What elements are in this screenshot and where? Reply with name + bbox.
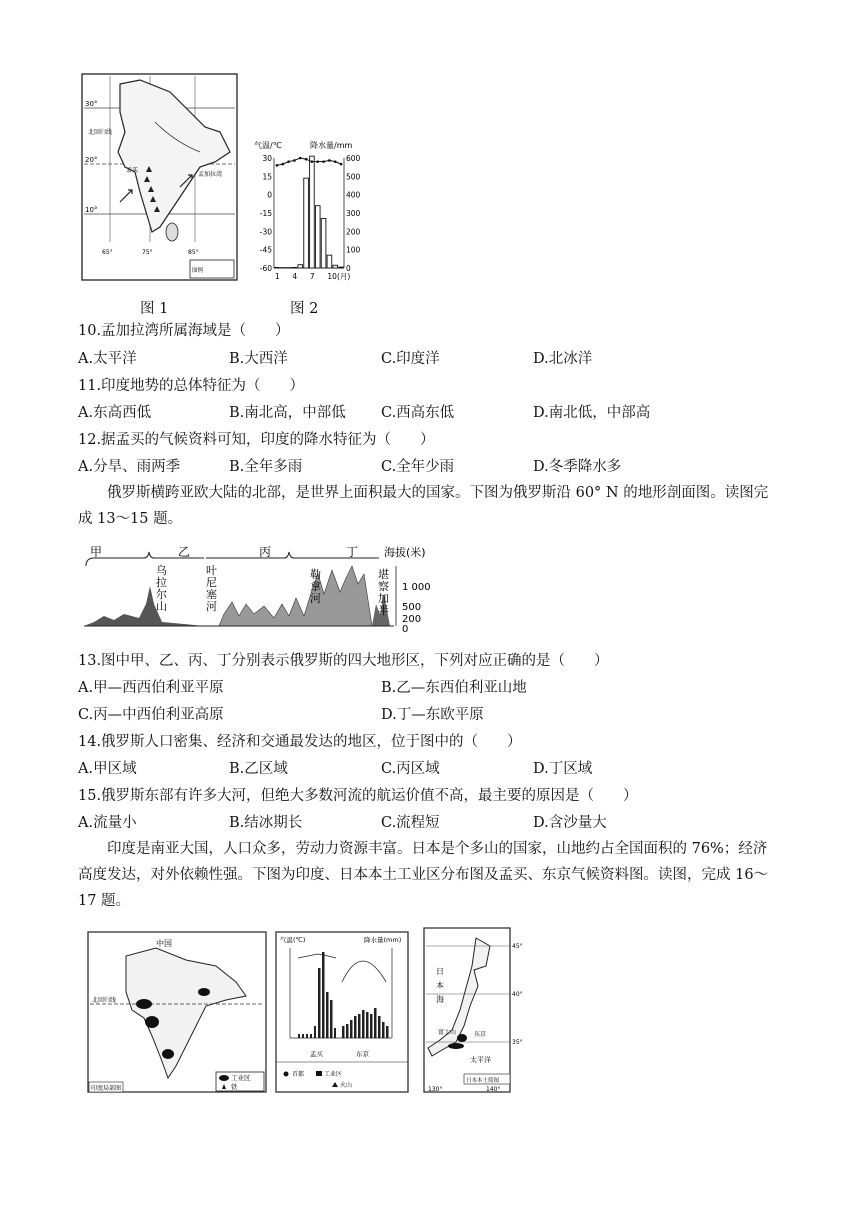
q15-option-d[interactable]: D.含沙量大: [533, 815, 607, 831]
question-13-stem: 13.图中甲、乙、丙、丁分别表示俄罗斯的四大地形区，下列对应正确的是（ ）: [78, 653, 609, 669]
lat-45-label: 45°: [512, 943, 523, 950]
region-yi: 乙: [178, 545, 191, 559]
fig2-temp-point: [287, 160, 290, 163]
altitude-axis-title: 海拔(米): [384, 546, 426, 559]
fig2-precip-bar: [310, 156, 315, 268]
pacific-label: 太平洋: [470, 1056, 491, 1064]
lat-35-label: 35°: [512, 1039, 523, 1046]
question-12-stem: 12.据孟买的气候资料可知，印度的降水特征为（ ）: [78, 432, 435, 448]
tick-500: 500: [402, 602, 422, 613]
fuji-label: 富士山: [438, 1029, 457, 1036]
bottom-precip-title: 降水量(mm): [364, 936, 402, 944]
lat-10-label: 10°: [85, 206, 98, 214]
fig2-temperature-line: [277, 158, 341, 165]
figure-2-climate-chart: [252, 140, 368, 282]
india-japan-intro-paragraph: 印度是南亚大国，人口众多，劳动力资源丰富。日本是个多山的国家，山地约占全国面积的 76%；经济高度发达，对外依赖性强。下图为印度、日本本土工业区分布图及孟买、东京气候资料图。读图，完成 16～17 题。: [78, 841, 769, 909]
fig2-left-tick: -60: [259, 264, 272, 273]
fig2-temp-point: [293, 159, 296, 162]
fig2-precip-bar: [298, 265, 303, 268]
question-10-stem: 10.孟加拉湾所属海域是（ ）: [78, 323, 290, 339]
tropic-label: 北回归线: [88, 129, 113, 136]
fig2-temp-point: [316, 160, 319, 163]
lat-30-label: 30°: [85, 100, 98, 108]
legend-capital-label: 首都: [292, 1071, 305, 1078]
fig2-x-tick: 4: [292, 272, 298, 281]
fig2-right-tick: 600: [346, 154, 361, 163]
fig2-precip-bar: [315, 206, 320, 268]
lon-140-label: 140°: [486, 1086, 501, 1093]
fig2-right-tick: 400: [346, 190, 361, 200]
q11-option-c[interactable]: C.西高东低: [381, 405, 455, 421]
yenisei-label: 叶尼塞河: [206, 564, 217, 613]
india-tropic-label: 北回归线: [92, 997, 117, 1004]
fig2-temp-point: [299, 157, 302, 160]
lon-85-label: 85°: [188, 249, 199, 256]
fig2-left-tick: 30: [262, 154, 272, 163]
q15-option-b[interactable]: B.结冰期长: [229, 815, 303, 831]
lena-label: 勒拿河: [310, 568, 321, 605]
fig2-left-tick: 15: [262, 172, 272, 182]
fig2-precip-bar: [275, 267, 280, 268]
legend-iron-label: 铁: [231, 1083, 238, 1091]
lat-20-label: 20°: [85, 156, 98, 164]
q14-option-b[interactable]: B.乙区域: [229, 761, 288, 777]
region-ding: 丁: [346, 545, 359, 559]
q13-option-b[interactable]: B.乙—东西伯利亚山地: [381, 680, 527, 696]
fig2-right-tick: 0: [346, 264, 351, 273]
fig2-precip-bar: [292, 267, 297, 268]
precip-axis-title: 降水量/mm: [310, 141, 353, 150]
fig2-precip-bar: [327, 255, 332, 268]
tick-200: 200: [402, 614, 422, 625]
question-15-stem: 15.俄罗斯东部有许多大河，但绝大多数河流的航运价值不高，最主要的原因是（ ）: [78, 788, 638, 804]
tick-1000: 1 000: [402, 582, 431, 593]
fig2-left-tick: -45: [259, 245, 272, 255]
q14-option-c[interactable]: C.丙区域: [381, 761, 440, 777]
legend-industry-label: 工业区: [231, 1074, 251, 1082]
fig2-temp-point: [334, 160, 337, 163]
industry-zone-2: [145, 1016, 159, 1028]
fig2-x-tick: 1: [274, 272, 280, 281]
fig1-legend-label: 图例: [192, 268, 204, 274]
russia-terrain-profile: [84, 544, 440, 634]
fig2-temp-point: [276, 164, 279, 167]
q11-option-a[interactable]: A.东高西低: [78, 405, 152, 421]
lon-75-label: 75°: [142, 249, 153, 256]
fig2-right-tick: 200: [346, 227, 361, 237]
figure-1-caption: 图 1: [140, 301, 169, 317]
mumbai-label: 孟买: [126, 167, 139, 174]
lon-65-label: 65°: [102, 249, 113, 256]
fig2-precip-bar: [304, 178, 309, 268]
q12-option-d[interactable]: D.冬季降水多: [533, 459, 622, 475]
legend-volcano-label: 火山: [340, 1082, 353, 1089]
question-14-stem: 14.俄罗斯人口密集、经济和交通最发达的地区，位于图中的（ ）: [78, 734, 522, 750]
fig2-temp-point: [340, 163, 343, 166]
q10-option-b[interactable]: B.大西洋: [229, 351, 288, 367]
fig2-precip-bar: [333, 265, 338, 268]
bottom-temp-title: 气温(℃): [280, 936, 306, 944]
q15-option-a[interactable]: A.流量小: [78, 815, 137, 831]
region-jia: 甲: [90, 545, 103, 559]
fig2-precip-bar: [321, 219, 326, 269]
fig2-left-tick: -30: [259, 227, 272, 237]
q13-option-d[interactable]: D.丁—东欧平原: [381, 707, 484, 723]
fig2-left-tick: -15: [259, 209, 272, 218]
q13-option-a[interactable]: A.甲—西西伯利亚平原: [78, 680, 224, 696]
climate-chart-panel: [276, 932, 408, 1092]
q11-option-d[interactable]: D.南北低，中部高: [533, 405, 651, 421]
temp-axis-title: 气温/℃: [254, 141, 282, 150]
tokyo-map-label: 东京: [474, 1031, 487, 1038]
fig2-right-tick: 100: [346, 245, 361, 255]
fig2-temp-point: [311, 160, 314, 163]
bottom-tokyo-label: 东京: [356, 1050, 369, 1058]
q10-option-a[interactable]: A.太平洋: [78, 351, 137, 367]
q10-option-d[interactable]: D.北冰洋: [533, 351, 593, 367]
fig2-temp-point: [305, 158, 308, 161]
q13-option-c[interactable]: C.丙—中西伯利亚高原: [78, 707, 224, 723]
industry-zone-4: [162, 1049, 174, 1059]
india-japan-composite-figure: [86, 926, 526, 1096]
q15-option-c[interactable]: C.流程短: [381, 815, 440, 831]
q12-option-a[interactable]: A.分旱、雨两季: [78, 459, 181, 475]
japan-map-title: 日本本土简图: [466, 1078, 500, 1084]
industry-zone-1: [136, 999, 152, 1009]
q12-option-c[interactable]: C.全年少雨: [381, 459, 455, 475]
russia-intro-paragraph: 俄罗斯横跨亚欧大陆的北部，是世界上面积最大的国家。下图为俄罗斯沿 60° N 的地形剖面图。读图完成 13～15 题。: [78, 485, 769, 527]
bay-label: 孟加拉湾: [198, 171, 223, 178]
fig2-right-tick: 500: [346, 172, 361, 182]
fig2-left-tick: 0: [267, 190, 272, 200]
bottom-mumbai-label: 孟买: [310, 1050, 323, 1058]
ural-label: 乌拉尔山: [156, 564, 167, 613]
lon-130-label: 130°: [428, 1086, 443, 1093]
japan-sea-label: 日本海: [436, 967, 444, 1004]
kamchatka-label: 堪察加半: [378, 568, 389, 617]
india-map-title: 印度局部图: [91, 1085, 122, 1092]
fig2-x-tick: 10(月): [327, 272, 351, 281]
q14-option-d[interactable]: D.丁区域: [533, 761, 593, 777]
lat-40-label: 40°: [512, 991, 523, 998]
fig2-temp-point: [328, 159, 331, 162]
fig2-temp-point: [322, 160, 325, 163]
q14-option-a[interactable]: A.甲区域: [78, 761, 137, 777]
legend-industrial-label: 工业区: [324, 1071, 343, 1078]
fig2-x-tick: 7: [309, 272, 315, 281]
fig2-right-tick: 300: [346, 209, 361, 218]
industry-zone-3: [198, 988, 210, 996]
q12-option-b[interactable]: B.全年多雨: [229, 459, 303, 475]
question-11-stem: 11.印度地势的总体特征为（ ）: [78, 378, 305, 394]
figure-1-india-map: [80, 72, 240, 284]
q11-option-b[interactable]: B.南北高，中部低: [229, 405, 346, 421]
china-label: 中国: [156, 939, 172, 948]
fig2-temp-point: [281, 163, 284, 166]
figure-2-caption: 图 2: [290, 301, 319, 317]
tick-0: 0: [402, 624, 409, 634]
fig2-precip-bar: [339, 267, 344, 268]
q10-option-c[interactable]: C.印度洋: [381, 351, 440, 367]
region-bing: 丙: [259, 545, 272, 559]
